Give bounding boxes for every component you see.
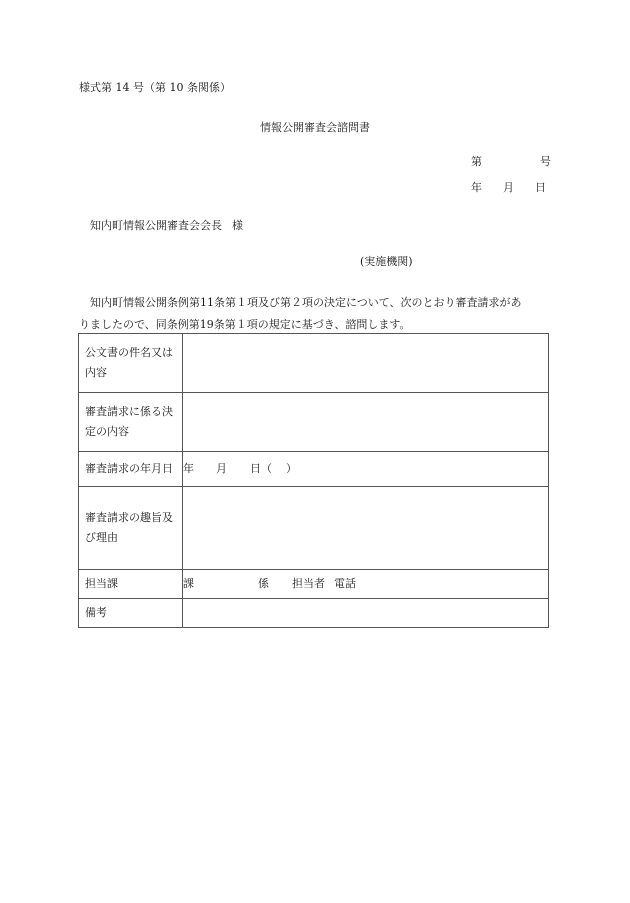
body-line-1: 知内町情報公開条例第11条第１項及び第２項の決定について、次のとおり審査請求があ — [90, 296, 522, 309]
number-label: 第 — [471, 155, 482, 168]
department-person: 担当者 — [292, 577, 325, 590]
department-phone: 電話 — [334, 577, 356, 590]
decision-label: 審査請求に係る決 定の内容 — [79, 393, 183, 452]
subject-value[interactable] — [183, 334, 549, 393]
reason-value[interactable] — [183, 487, 549, 570]
date-month: 月 — [503, 181, 514, 194]
request-date-month: 月 — [216, 462, 227, 475]
body-text — [79, 292, 553, 336]
request-date-day: 日（ — [250, 462, 272, 475]
addressee-name: 知内町情報公開審査会会長 — [90, 219, 222, 232]
table-row-subject — [79, 334, 549, 393]
request-date-label: 審査請求の年月日 — [79, 452, 183, 487]
remarks-label: 備考 — [79, 599, 183, 628]
table-row-remarks — [79, 599, 549, 628]
date-day: 日 — [535, 181, 546, 194]
table-row-department — [79, 570, 549, 599]
department-value[interactable] — [183, 570, 549, 599]
request-date-close: ） — [286, 462, 297, 475]
table-row-reason — [79, 487, 549, 570]
request-date-year: 年 — [183, 462, 194, 475]
remarks-value[interactable] — [183, 599, 549, 628]
document-date-line — [471, 181, 546, 195]
date-year: 年 — [471, 181, 482, 194]
department-section: 課 — [183, 577, 194, 590]
document-number-line — [471, 155, 551, 169]
table-row-request-date — [79, 452, 549, 487]
reason-label: 審査請求の趣旨及 び理由 — [79, 487, 183, 570]
table-row-decision — [79, 393, 549, 452]
department-subsection: 係 — [258, 577, 269, 590]
addressee-honorific: 様 — [232, 219, 243, 232]
subject-label: 公文書の件名又は 内容 — [79, 334, 183, 393]
number-suffix: 号 — [540, 155, 551, 168]
body-line-2: りましたので、同条例第19条第１項の規定に基づき、諮問します。 — [79, 318, 411, 331]
addressee — [90, 219, 243, 233]
decision-value[interactable] — [183, 393, 549, 452]
department-label: 担当課 — [79, 570, 183, 599]
form-number: 様式第 14 号（第 10 条関係） — [79, 81, 231, 94]
request-date-value[interactable] — [183, 452, 549, 487]
consultation-form-table — [78, 333, 549, 628]
document-title: 情報公開審査会諮問書 — [260, 121, 370, 134]
agency-label: (実施機関) — [360, 255, 413, 268]
